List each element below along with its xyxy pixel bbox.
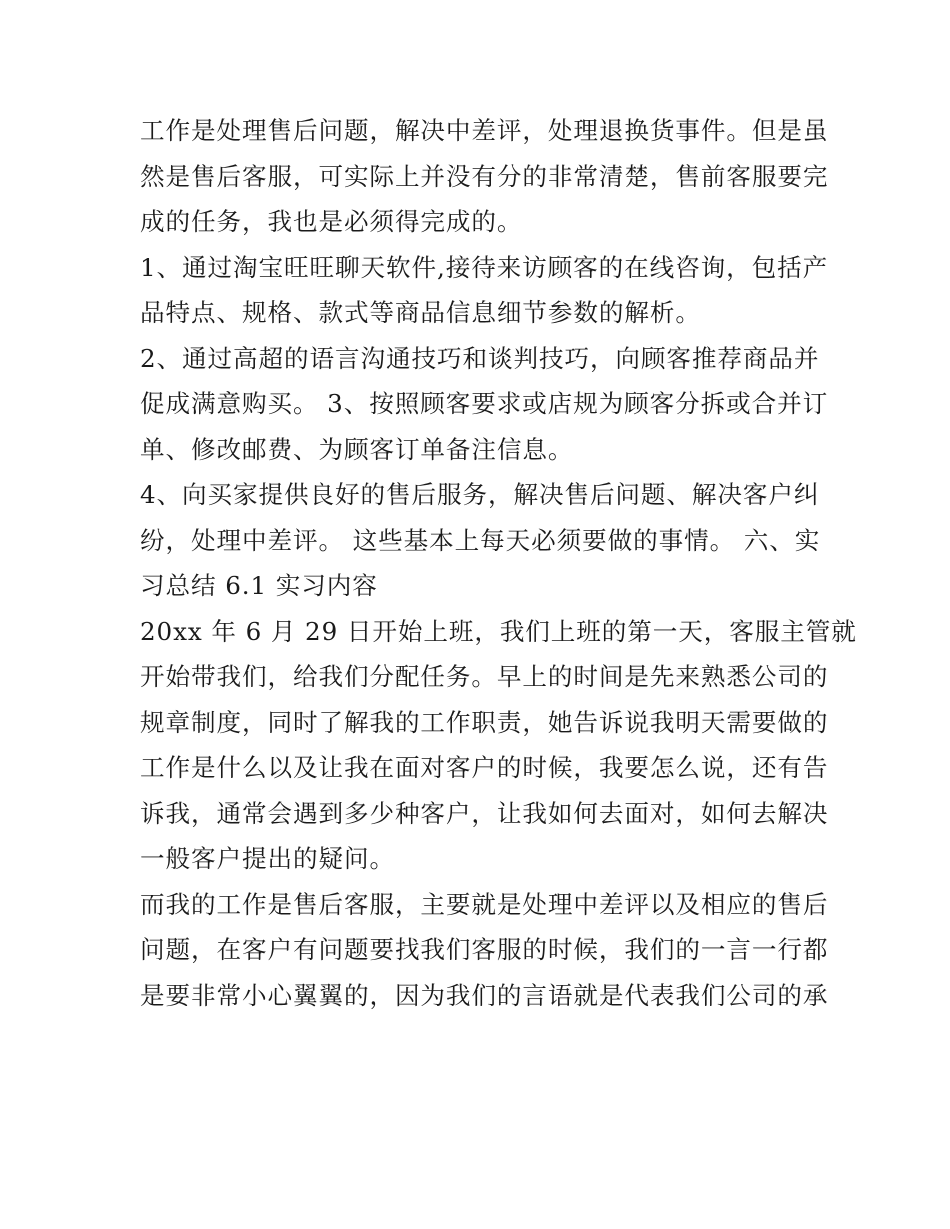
text-line: 工作是什么以及让我在面对客户的时候，我要怎么说，还有告	[140, 753, 829, 782]
text-line: 开始带我们，给我们分配任务。早上的时间是先来熟悉公司的	[140, 662, 829, 691]
text-line: 是要非常小心翼翼的，因为我们的言语就是代表我们公司的承	[140, 980, 829, 1010]
text-line: 习总结 6.1 实习内容	[140, 571, 378, 600]
text-line: 促成满意购买。 3、按照顾客要求或店规为顾客分拆或合并订	[140, 389, 829, 418]
text-line: 诉我，通常会遇到多少种客户，让我如何去面对，如何去解决	[140, 798, 829, 828]
text-line: 问题，在客户有问题要找我们客服的时候，我们的一言一行都	[140, 935, 829, 964]
text-line: 单、修改邮费、为顾客订单备注信息。	[140, 434, 574, 464]
text-line: 成的任务，我也是必须得完成的。	[140, 207, 523, 236]
text-line: 1、通过淘宝旺旺聊天软件,接待来访顾客的在线咨询，包括产	[140, 252, 829, 282]
document-body	[140, 108, 857, 1018]
text-line: 2、通过高超的语言沟通技巧和谈判技巧，向顾客推荐商品并	[140, 343, 820, 373]
text-line: 规章制度，同时了解我的工作职责，她告诉说我明天需要做的	[140, 707, 829, 737]
text-line: 工作是处理售后问题，解决中差评，处理退换货事件。但是虽	[140, 116, 829, 145]
text-line: 纷，处理中差评。 这些基本上每天必须要做的事情。 六、实	[140, 525, 821, 555]
text-line: 4、向买家提供良好的售后服务，解决售后问题、解决客户纠	[140, 480, 820, 509]
text-line: 而我的工作是售后客服，主要就是处理中差评以及相应的售后	[140, 889, 829, 919]
text-line: 20xx 年 6 月 29 日开始上班，我们上班的第一天，客服主管就	[140, 616, 857, 646]
text-line: 品特点、规格、款式等商品信息细节参数的解析。	[140, 298, 701, 327]
text-line: 然是售后客服，可实际上并没有分的非常清楚，售前客服要完	[140, 161, 829, 191]
text-line: 一般客户提出的疑问。	[140, 844, 395, 873]
